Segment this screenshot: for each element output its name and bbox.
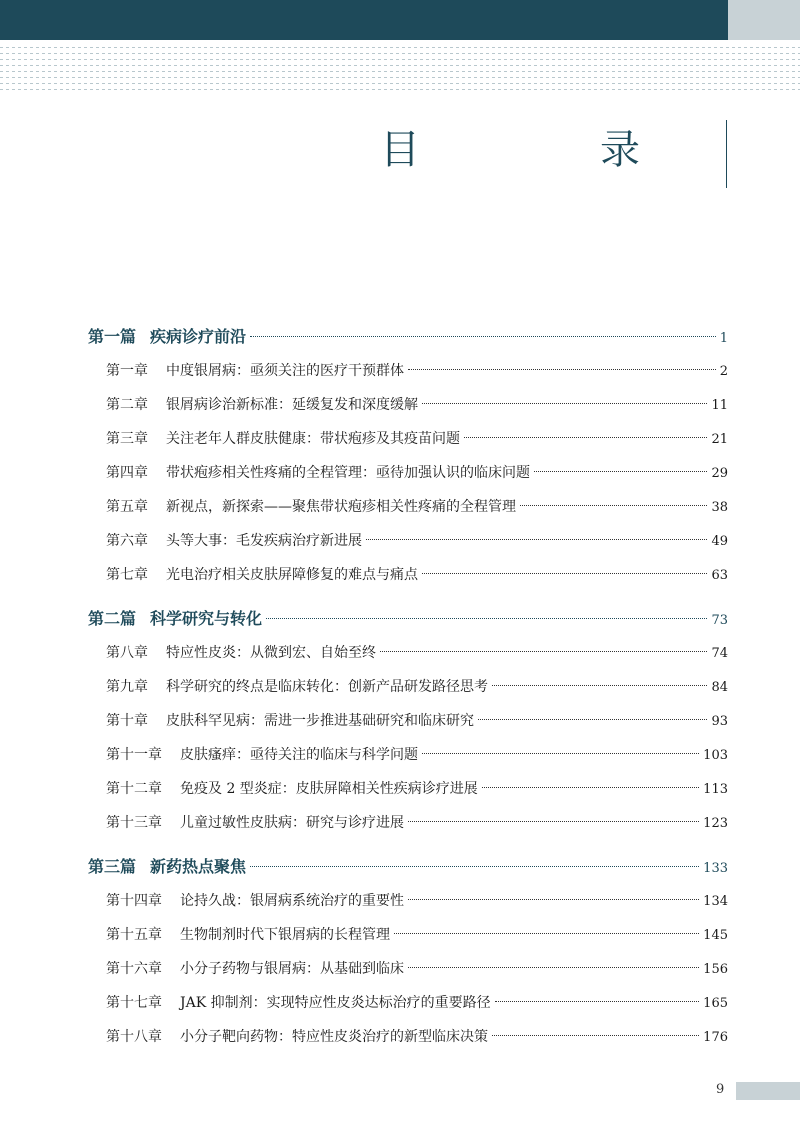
chapter-page-number: 165: [703, 996, 728, 1011]
chapter-title: 银屑病诊治新标准：延缓复发和深度缓解: [166, 397, 418, 413]
chapter-label: 第三章: [106, 431, 148, 447]
dot-leader: [408, 899, 699, 900]
part-label: 第一篇: [88, 327, 137, 346]
chapter-title: 关注老年人群皮肤健康：带状疱疹及其疫苗问题: [166, 431, 460, 447]
dot-leader: [422, 753, 699, 754]
chapter-label: 第十八章: [106, 1029, 162, 1045]
toc-part-entry[interactable]: [88, 602, 728, 636]
chapter-page-number: 113: [703, 782, 728, 797]
toc-chapter-entry[interactable]: [88, 490, 728, 524]
chapter-label: 第四章: [106, 465, 148, 481]
chapter-page-number: 145: [703, 928, 728, 943]
chapter-page-number: 156: [703, 962, 728, 977]
dot-leader: [534, 471, 707, 472]
chapter-page-number: 63: [711, 568, 728, 583]
chapter-title: 小分子药物与银屑病：从基础到临床: [180, 961, 404, 977]
toc-part-entry[interactable]: [88, 320, 728, 354]
dot-leader: [520, 505, 707, 506]
part-gap: [88, 592, 728, 602]
toc-chapter-entry[interactable]: [88, 388, 728, 422]
chapter-label: 第一章: [106, 363, 148, 379]
chapter-label: 第八章: [106, 645, 148, 661]
dot-leader: [366, 539, 707, 540]
chapter-title: 科学研究的终点是临床转化：创新产品研发路径思考: [166, 679, 488, 695]
chapter-title: JAK 抑制剂：实现特应性皮炎达标治疗的重要路径: [180, 995, 491, 1011]
chapter-page-number: 11: [711, 398, 728, 413]
chapter-page-number: 93: [711, 714, 728, 729]
part-label: 第二篇: [88, 609, 137, 628]
chapter-title: 皮肤科罕见病：需进一步推进基础研究和临床研究: [166, 713, 474, 729]
chapter-title: 新视点，新探索——聚焦带状疱疹相关性疼痛的全程管理: [166, 499, 516, 515]
chapter-page-number: 123: [703, 816, 728, 831]
chapter-page-number: 29: [711, 466, 728, 481]
dot-leader: [422, 403, 707, 404]
toc-chapter-entry[interactable]: [88, 636, 728, 670]
dot-leader: [250, 866, 699, 867]
dot-leader: [408, 967, 699, 968]
chapter-title: 头等大事：毛发疾病治疗新进展: [166, 533, 362, 549]
toc-chapter-entry[interactable]: [88, 354, 728, 388]
dot-leader: [266, 618, 707, 619]
chapter-page-number: 38: [711, 500, 728, 515]
chapter-page-number: 103: [703, 748, 728, 763]
part-page-number: 73: [711, 613, 728, 628]
toc-chapter-entry[interactable]: [88, 524, 728, 558]
toc-chapter-entry[interactable]: [88, 918, 728, 952]
dot-leader: [492, 685, 707, 686]
part-gap: [88, 840, 728, 850]
toc-chapter-entry[interactable]: [88, 884, 728, 918]
chapter-label: 第十四章: [106, 893, 162, 909]
toc-chapter-entry[interactable]: [88, 558, 728, 592]
chapter-page-number: 2: [719, 364, 728, 379]
part-page-number: 1: [719, 331, 728, 346]
dot-leader: [394, 933, 699, 934]
toc-chapter-entry[interactable]: [88, 952, 728, 986]
dot-leader: [380, 651, 707, 652]
chapter-label: 第十五章: [106, 927, 162, 943]
dot-leader: [464, 437, 707, 438]
part-page-number: 133: [703, 861, 728, 876]
chapter-title: 带状疱疹相关性疼痛的全程管理：亟待加强认识的临床问题: [166, 465, 530, 481]
chapter-page-number: 134: [703, 894, 728, 909]
part-title: 新药热点聚焦: [150, 857, 247, 876]
toc-chapter-entry[interactable]: [88, 456, 728, 490]
toc-chapter-entry[interactable]: [88, 422, 728, 456]
part-title: 疾病诊疗前沿: [150, 327, 247, 346]
header-corner-block: [728, 0, 800, 40]
chapter-label: 第十三章: [106, 815, 162, 831]
toc-part-entry[interactable]: [88, 850, 728, 884]
chapter-label: 第五章: [106, 499, 148, 515]
toc-chapter-entry[interactable]: [88, 704, 728, 738]
dot-leader: [492, 1035, 699, 1036]
dot-leader: [482, 787, 699, 788]
chapter-label: 第十七章: [106, 995, 162, 1011]
chapter-label: 第七章: [106, 567, 148, 583]
chapter-label: 第二章: [106, 397, 148, 413]
dot-leader: [250, 336, 716, 337]
chapter-title: 特应性皮炎：从微到宏、自始至终: [166, 645, 376, 661]
chapter-page-number: 74: [711, 646, 728, 661]
chapter-label: 第十一章: [106, 747, 162, 763]
toc-chapter-entry[interactable]: [88, 670, 728, 704]
toc-chapter-entry[interactable]: [88, 738, 728, 772]
chapter-page-number: 21: [711, 432, 728, 447]
chapter-label: 第十二章: [106, 781, 162, 797]
dashed-pattern: [0, 42, 800, 94]
dot-leader: [408, 369, 716, 370]
dot-leader: [478, 719, 707, 720]
part-label: 第三篇: [88, 857, 137, 876]
chapter-title: 光电治疗相关皮肤屏障修复的难点与痛点: [166, 567, 418, 583]
chapter-title: 论持久战：银屑病系统治疗的重要性: [180, 893, 404, 909]
chapter-label: 第十章: [106, 713, 148, 729]
toc-chapter-entry[interactable]: [88, 806, 728, 840]
table-of-contents: [88, 320, 728, 1054]
dot-leader: [422, 573, 707, 574]
chapter-title: 儿童过敏性皮肤病：研究与诊疗进展: [180, 815, 404, 831]
chapter-title: 免疫及 2 型炎症：皮肤屏障相关性疾病诊疗进展: [180, 781, 478, 797]
toc-chapter-entry[interactable]: [88, 772, 728, 806]
chapter-title: 小分子靶向药物：特应性皮炎治疗的新型临床决策: [180, 1029, 488, 1045]
header-band: [0, 0, 728, 40]
chapter-title: 中度银屑病：亟须关注的医疗干预群体: [166, 363, 404, 379]
page-title: 目 录: [380, 127, 710, 173]
chapter-label: 第六章: [106, 533, 148, 549]
chapter-title: 皮肤瘙痒：亟待关注的临床与科学问题: [180, 747, 418, 763]
part-title: 科学研究与转化: [150, 609, 263, 628]
dot-leader: [495, 1001, 700, 1002]
title-rule: [726, 120, 727, 188]
dot-leader: [408, 821, 699, 822]
toc-chapter-entry[interactable]: [88, 1020, 728, 1054]
toc-chapter-entry[interactable]: [88, 986, 728, 1020]
page-number: 9: [716, 1082, 725, 1097]
chapter-label: 第十六章: [106, 961, 162, 977]
chapter-page-number: 49: [711, 534, 728, 549]
chapter-title: 生物制剂时代下银屑病的长程管理: [180, 927, 390, 943]
footer-bar: [736, 1082, 800, 1100]
chapter-page-number: 176: [703, 1030, 728, 1045]
chapter-label: 第九章: [106, 679, 148, 695]
chapter-page-number: 84: [711, 680, 728, 695]
